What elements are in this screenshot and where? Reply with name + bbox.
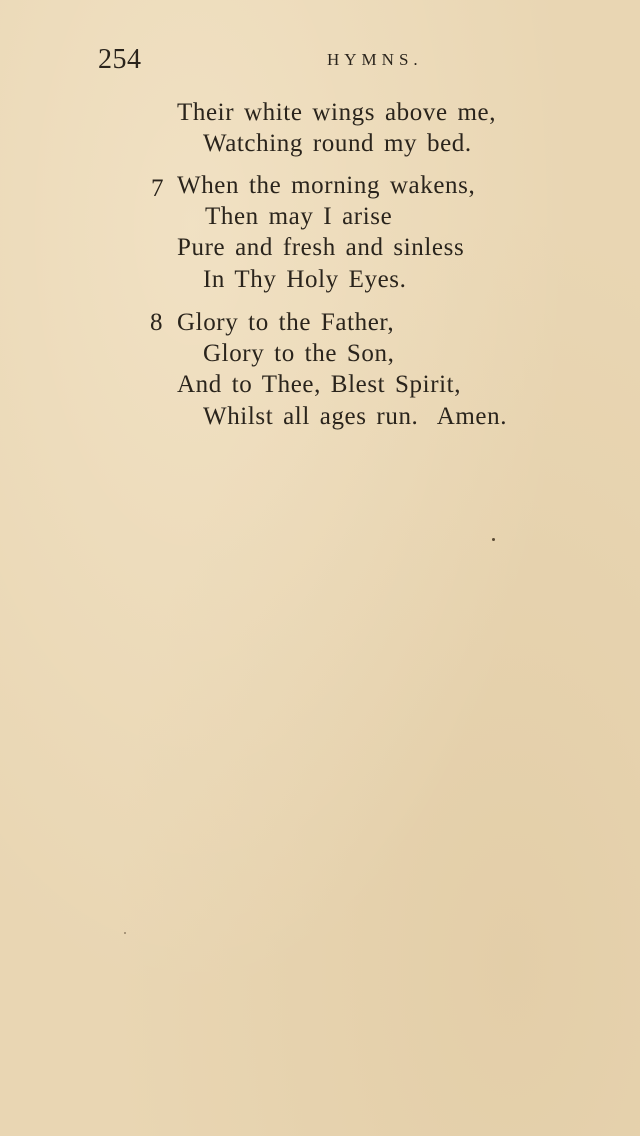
verse-line: Pure and fresh and sinless: [177, 234, 465, 261]
verse-line: Watching round my bed.: [203, 130, 472, 157]
paper-speck: [124, 932, 126, 934]
verse-line: Whilst all ages run. Amen.: [203, 403, 508, 430]
page-header: [0, 44, 640, 84]
verse-line: Their white wings above me,: [177, 99, 497, 126]
verse-line: Glory to the Son,: [203, 340, 395, 367]
stanza-number: 7: [151, 175, 164, 202]
verse-line: Then may I arise: [205, 203, 393, 230]
page-number: 254: [98, 44, 142, 75]
verse-line: When the morning wakens,: [177, 172, 476, 199]
running-head: HYMNS.: [327, 50, 423, 69]
verse-line: In Thy Holy Eyes.: [203, 266, 407, 293]
verse-line: And to Thee, Blest Spirit,: [177, 371, 462, 398]
verse-line: Glory to the Father,: [177, 309, 395, 336]
stanza-number: 8: [150, 309, 163, 336]
paper-speck: [492, 538, 495, 541]
